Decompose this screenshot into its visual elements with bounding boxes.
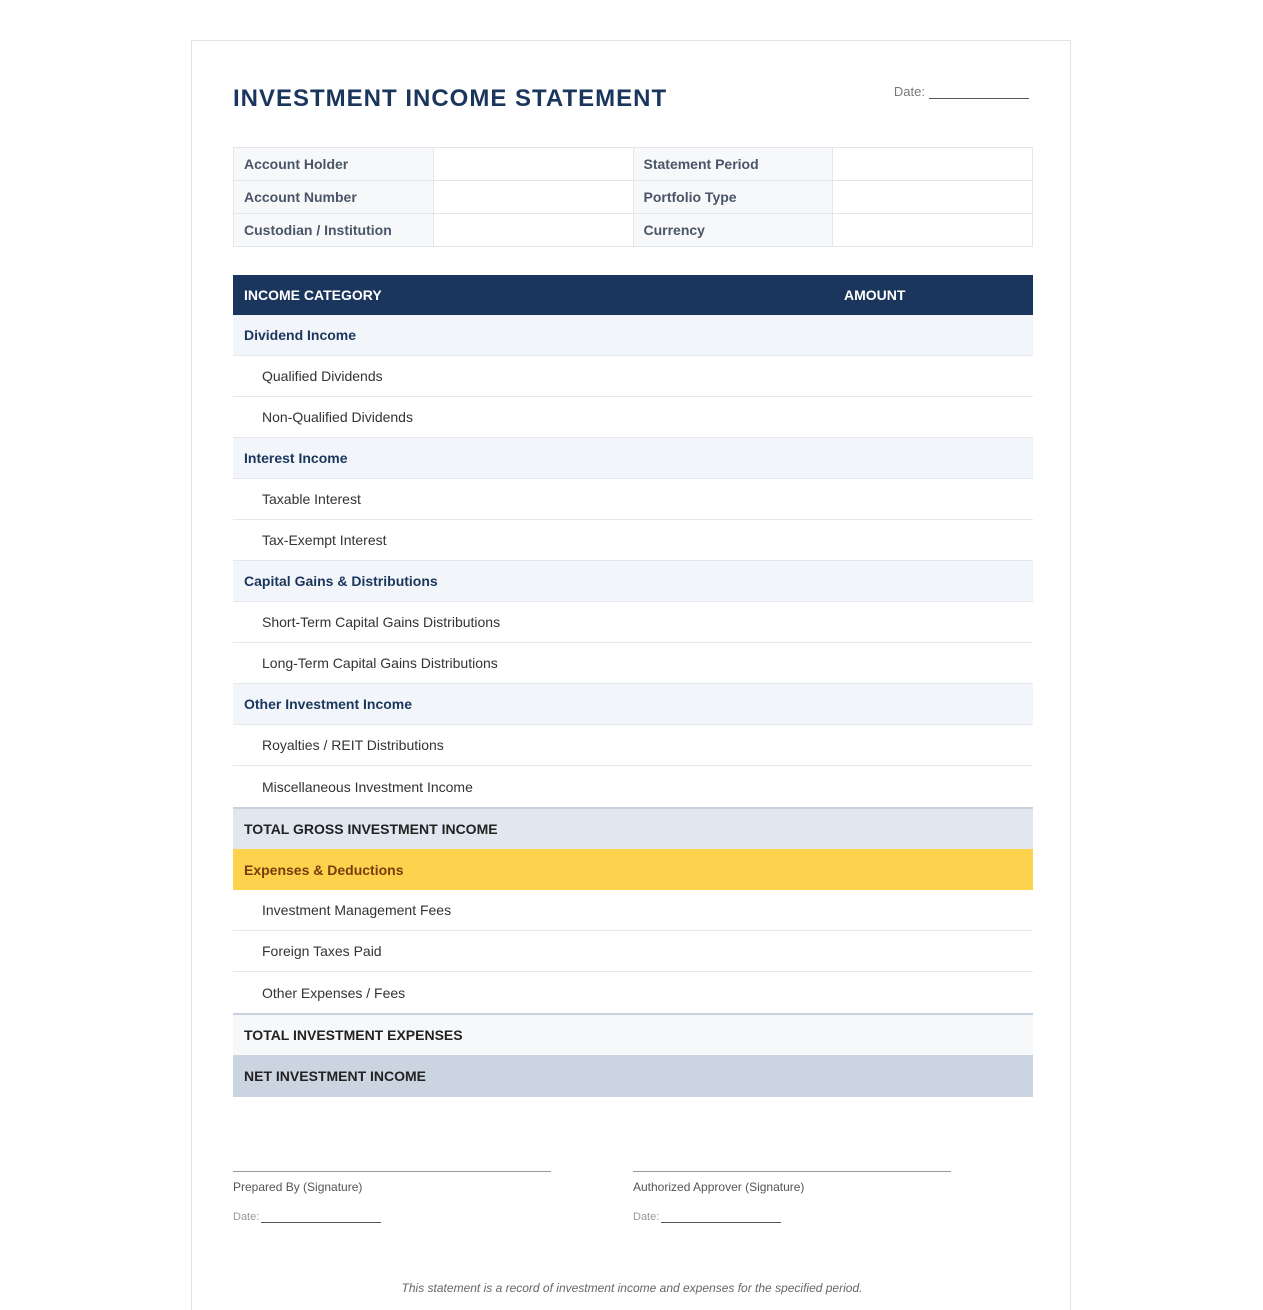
info-row (234, 181, 1033, 214)
account-number-field[interactable] (433, 181, 633, 214)
portfolio-type-label: Portfolio Type (633, 181, 833, 214)
row-long-term-gains[interactable]: Long-Term Capital Gains Distributions (233, 643, 1033, 684)
prepared-by-label: Prepared By (Signature) (233, 1180, 363, 1194)
footer-note: This statement is a record of investment income and expenses for the specified period. (401, 1281, 863, 1295)
row-management-fees[interactable]: Investment Management Fees (233, 890, 1033, 931)
prepared-by-date-field[interactable] (261, 1211, 381, 1223)
category-other-income: Other Investment Income (233, 684, 1033, 725)
header-date (894, 84, 1029, 99)
custodian-field[interactable] (433, 214, 633, 247)
category-dividend-income: Dividend Income (233, 315, 1033, 356)
account-holder-label: Account Holder (234, 148, 434, 181)
approver-date (633, 1211, 953, 1223)
row-taxable-interest[interactable]: Taxable Interest (233, 479, 1033, 520)
portfolio-type-field[interactable] (833, 181, 1033, 214)
prepared-by-signature-line[interactable] (233, 1171, 551, 1172)
row-misc-income[interactable]: Miscellaneous Investment Income (233, 766, 1033, 807)
approver-date-field[interactable] (661, 1211, 781, 1223)
info-row (234, 214, 1033, 247)
currency-field[interactable] (833, 214, 1033, 247)
total-gross-income-row: TOTAL GROSS INVESTMENT INCOME (233, 807, 1033, 849)
info-row (234, 148, 1033, 181)
row-qualified-dividends[interactable]: Qualified Dividends (233, 356, 1033, 397)
row-royalties-reit[interactable]: Royalties / REIT Distributions (233, 725, 1033, 766)
header-date-field[interactable] (929, 86, 1029, 99)
row-tax-exempt-interest[interactable]: Tax-Exempt Interest (233, 520, 1033, 561)
approver-signature (633, 1171, 953, 1223)
page-title: INVESTMENT INCOME STATEMENT (233, 85, 668, 112)
col-amount: AMOUNT (844, 287, 906, 303)
income-table-header (233, 275, 1033, 315)
account-holder-field[interactable] (433, 148, 633, 181)
category-expenses-deductions: Expenses & Deductions (233, 849, 1033, 890)
account-info-table (233, 147, 1033, 247)
statement-page (191, 40, 1071, 1310)
row-short-term-gains[interactable]: Short-Term Capital Gains Distributions (233, 602, 1033, 643)
total-expenses-row: TOTAL INVESTMENT EXPENSES (233, 1013, 1033, 1055)
col-income-category: INCOME CATEGORY (244, 287, 382, 303)
statement-period-field[interactable] (833, 148, 1033, 181)
row-foreign-taxes[interactable]: Foreign Taxes Paid (233, 931, 1033, 972)
row-non-qualified-dividends[interactable]: Non-Qualified Dividends (233, 397, 1033, 438)
statement-period-label: Statement Period (633, 148, 833, 181)
currency-label: Currency (633, 214, 833, 247)
row-other-expenses[interactable]: Other Expenses / Fees (233, 972, 1033, 1013)
prepared-by-date-label: Date: (233, 1211, 260, 1223)
category-interest-income: Interest Income (233, 438, 1033, 479)
net-income-row: NET INVESTMENT INCOME (233, 1055, 1033, 1097)
header-date-label: Date: (893, 84, 925, 99)
approver-label: Authorized Approver (Signature) (633, 1180, 805, 1194)
prepared-by-date (233, 1211, 553, 1223)
income-table (233, 275, 1033, 1097)
approver-date-label: Date: (633, 1211, 660, 1223)
approver-signature-line[interactable] (633, 1171, 951, 1172)
custodian-label: Custodian / Institution (234, 214, 434, 247)
prepared-by-signature (233, 1171, 553, 1223)
account-number-label: Account Number (234, 181, 434, 214)
category-capital-gains: Capital Gains & Distributions (233, 561, 1033, 602)
